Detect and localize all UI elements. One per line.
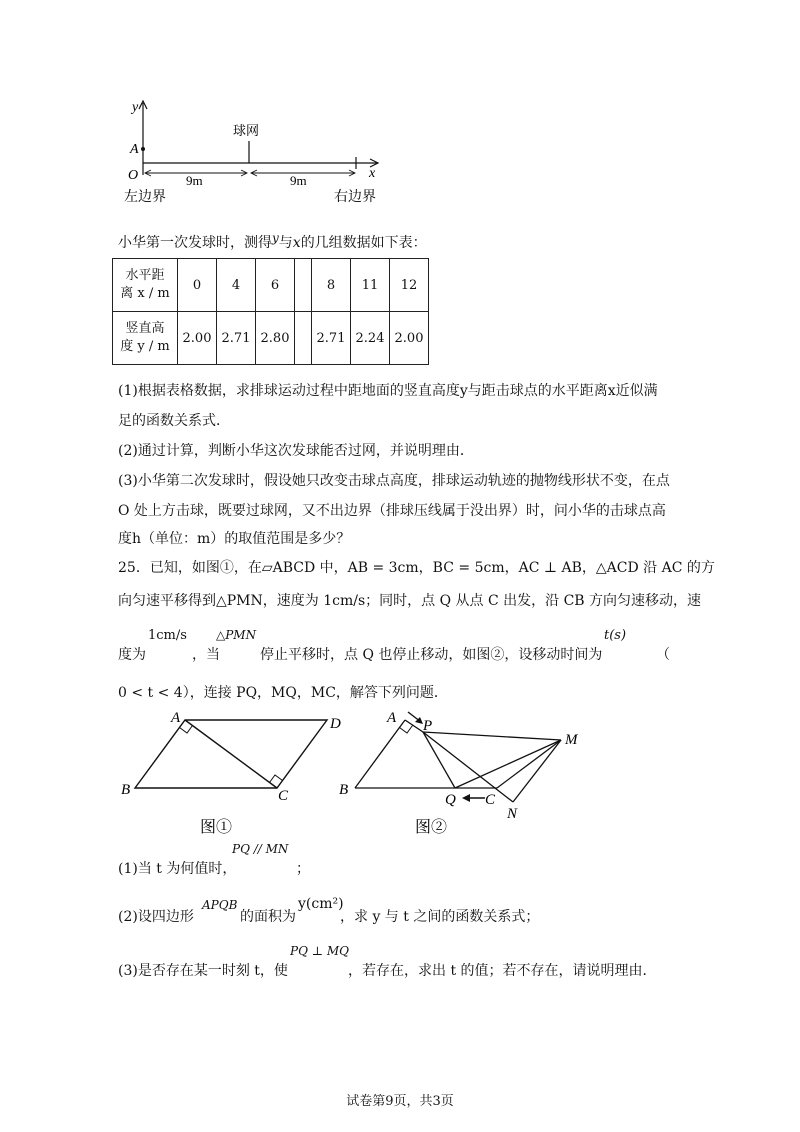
fig2-label-M: M bbox=[565, 732, 578, 748]
fig2-label-A: A bbox=[387, 710, 397, 726]
q25-sub1 bbox=[118, 842, 418, 878]
intro-text-2: 与 bbox=[278, 235, 293, 251]
q24-part3-line2: O 处上方击球，既要过球网，又不出边界（排球压线属于没出界）时，问小华的击球点高 bbox=[118, 503, 666, 519]
y-axis-label: y bbox=[132, 100, 139, 115]
fig1-label-D: D bbox=[330, 716, 341, 732]
fig2-label-N: N bbox=[507, 806, 518, 822]
table-intro bbox=[118, 232, 427, 252]
q25-line3-c: 停止平移时，点 Q 也停止移动，如图②，设移动时间为 bbox=[260, 647, 603, 663]
fig2-label-P: P bbox=[423, 718, 433, 734]
q25-sub3-expr: PQ ⊥ MQ bbox=[290, 944, 349, 958]
net-label: 球网 bbox=[233, 123, 260, 138]
table-header-x: 水平距 离 x / m bbox=[113, 259, 178, 312]
q25-sub3-b: ，若存在，求出 t 的值；若不存在，请说明理由． bbox=[348, 963, 657, 979]
diagonal-ac bbox=[185, 720, 277, 788]
table-row-x bbox=[113, 259, 429, 312]
q25-sub2 bbox=[118, 894, 678, 930]
point-A bbox=[141, 147, 145, 151]
table-cell: 12 bbox=[390, 259, 429, 312]
q25-sub2-b: 的面积为 bbox=[240, 909, 296, 925]
fig1-label-B: B bbox=[121, 782, 131, 798]
figure-1 bbox=[115, 708, 355, 838]
segment-pn bbox=[423, 732, 513, 802]
right-angle-a-2 bbox=[400, 726, 413, 734]
q25-line2: 向匀速平移得到△PMN，速度为 1cm/s；同时，点 Q 从点 C 出发，沿 CB 方向匀速移动，速 bbox=[118, 593, 702, 609]
dim-right-label: 9m bbox=[290, 173, 307, 188]
q25-sub1-a: (1)当 t 为何值时， bbox=[118, 861, 237, 877]
segment-mq bbox=[455, 740, 561, 788]
table-cell: 2.80 bbox=[256, 312, 295, 365]
table-cell: 2.71 bbox=[217, 312, 256, 365]
x-axis-label: x bbox=[369, 166, 376, 181]
table-cell: 2.00 bbox=[178, 312, 217, 365]
court-diagram bbox=[110, 95, 400, 210]
q25-line3-a: 度为 bbox=[118, 647, 146, 663]
origin-label: O bbox=[128, 168, 139, 183]
q25-line3-b: ，当 bbox=[192, 647, 220, 663]
table-cell: 6 bbox=[256, 259, 295, 312]
table-cell: 11 bbox=[351, 259, 390, 312]
q25-sub2-c: ，求 y 与 t 之间的函数关系式； bbox=[340, 909, 540, 925]
q25-line3 bbox=[118, 628, 678, 664]
q25-line3-t: t(s) bbox=[604, 628, 627, 643]
fig2-label-C: C bbox=[485, 792, 496, 808]
q25-sub2-y: y(cm²) bbox=[298, 896, 344, 912]
q25-sub1-expr: PQ // MN bbox=[232, 842, 289, 856]
segment-pm bbox=[423, 732, 561, 740]
q25-sub2-a: (2)设四边形 bbox=[118, 909, 194, 925]
fig1-label-A: A bbox=[171, 710, 181, 726]
q25-sub2-quad: APQB bbox=[202, 898, 238, 912]
right-angle-c bbox=[270, 775, 283, 783]
q25-sub1-b: ； bbox=[296, 861, 310, 877]
left-boundary-label: 左边界 bbox=[124, 190, 166, 205]
right-angle-a bbox=[180, 726, 193, 734]
table-cell: 0 bbox=[178, 259, 217, 312]
intro-var-x: x bbox=[292, 235, 301, 251]
q25-line1: 25．已知，如图①，在▱ABCD 中，AB = 3cm，BC = 5cm，AC ⊥ AB，△ACD 沿 AC 的方 bbox=[118, 560, 715, 576]
fig1-caption: 图① bbox=[200, 819, 233, 836]
dim-left-label: 9m bbox=[186, 173, 203, 188]
q25-sub3 bbox=[118, 944, 678, 980]
q25-line3-speed: 1cm/s bbox=[148, 628, 187, 643]
table-header-y: 竖直高 度 y / m bbox=[113, 312, 178, 365]
table-row-y bbox=[113, 312, 429, 365]
q24-part1-line1: (1)根据表格数据，求排球运动过程中距地面的竖直高度y与距击球点的水平距离x近似满 bbox=[118, 383, 658, 399]
fig2-label-B: B bbox=[339, 782, 349, 798]
table-cell: 2.71 bbox=[312, 312, 351, 365]
right-boundary-label: 右边界 bbox=[334, 190, 376, 205]
intro-var-y: y bbox=[272, 231, 279, 245]
motion-arrow-cq-head bbox=[462, 794, 470, 802]
q25-line4: 0 < t < 4），连接 PQ，MQ，MC，解答下列问题． bbox=[118, 685, 448, 701]
intro-text-3: 的几组数据如下表： bbox=[300, 235, 427, 251]
table-cell-blank bbox=[295, 312, 312, 365]
table-cell-blank bbox=[295, 259, 312, 312]
table-cell: 8 bbox=[312, 259, 351, 312]
fig2-label-Q: Q bbox=[445, 792, 456, 808]
q25-line3-tri: △PMN bbox=[216, 628, 257, 642]
figure-2 bbox=[335, 708, 605, 838]
q24-part3-line3: 度h（单位：m）的取值范围是多少？ bbox=[118, 531, 351, 547]
q24-part3-line1: (3)小华第二次发球时，假设她只改变击球点高度，排球运动轨迹的抛物线形状不变，在点 bbox=[118, 473, 670, 489]
fig1-label-C: C bbox=[278, 788, 289, 804]
table-cell: 2.00 bbox=[390, 312, 429, 365]
fig2-caption: 图② bbox=[415, 819, 448, 836]
page-footer: 试卷第9页，共3页 bbox=[346, 1094, 454, 1109]
segment-ab bbox=[355, 720, 405, 788]
table-cell: 4 bbox=[217, 259, 256, 312]
table-cell: 2.24 bbox=[351, 312, 390, 365]
point-A-label: A bbox=[130, 142, 139, 157]
q25-line3-paren: （ bbox=[656, 647, 670, 663]
data-table bbox=[112, 258, 429, 365]
q25-sub3-a: (3)是否存在某一时刻 t，使 bbox=[118, 963, 288, 979]
intro-text-1: 小华第一次发球时，测得 bbox=[118, 235, 272, 251]
q24-part1-line2: 足的函数关系式． bbox=[118, 413, 230, 429]
q24-part2: (2)通过计算，判断小华这次发球能否过网，并说明理由． bbox=[118, 443, 474, 459]
segment-pq bbox=[423, 732, 455, 788]
